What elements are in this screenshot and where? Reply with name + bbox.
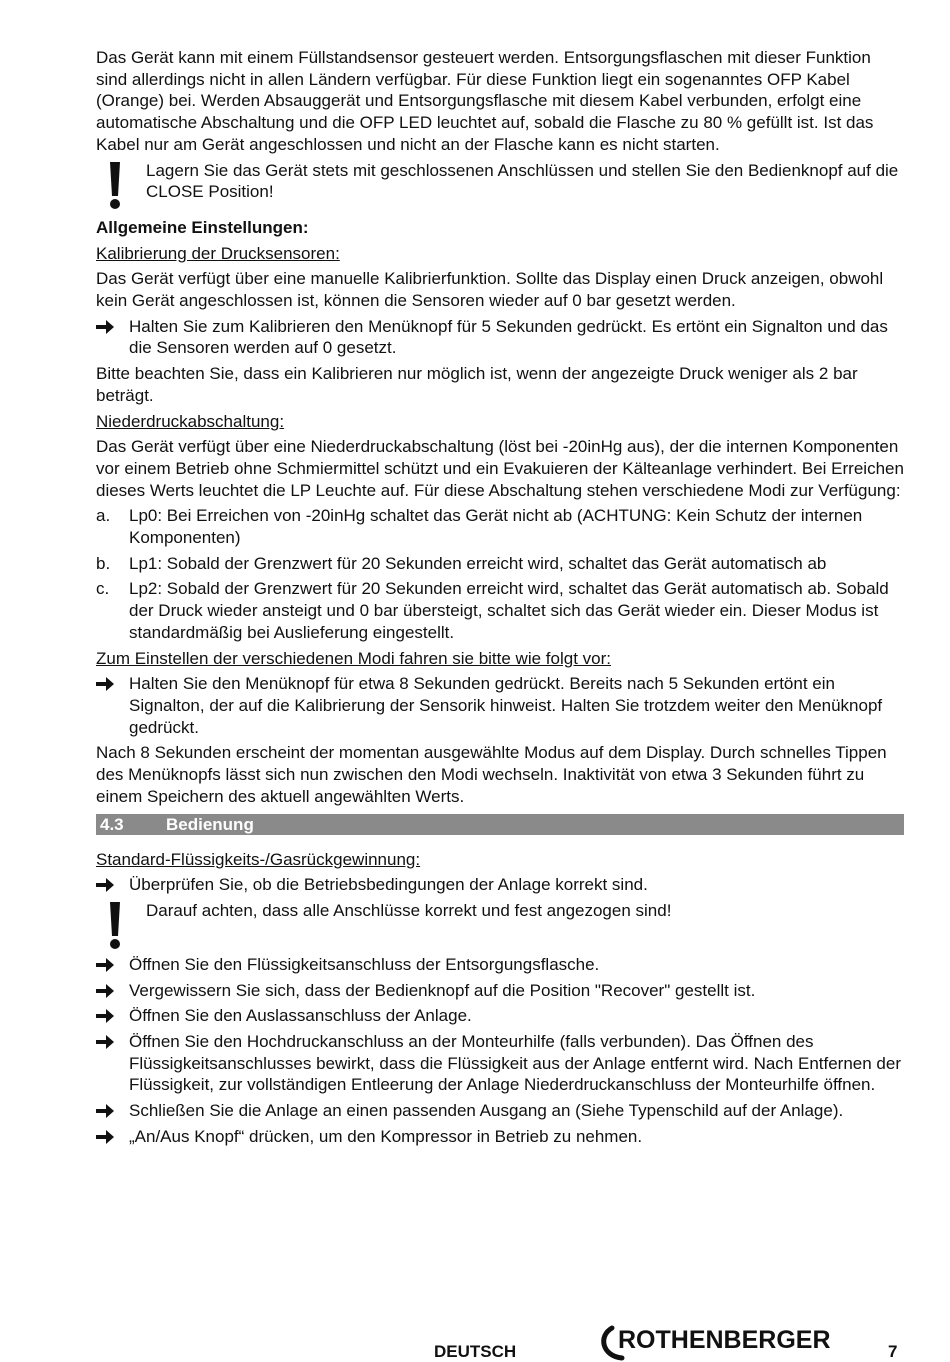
arrow-icon (96, 1100, 129, 1118)
calibration-text: Das Gerät verfügt über eine manuelle Kalibrierfunktion. Sollte das Display einen Druck anzeigen, obwohl kein Gerät angeschlossen ist, können die Sensoren wieder auf 0 bar gesetzt werden. (96, 269, 884, 311)
arrow-icon (96, 1031, 129, 1049)
warning-note (96, 160, 904, 203)
footer-language: DEUTSCH (434, 1342, 517, 1361)
mode-letter: b. (96, 553, 111, 573)
arrow-icon (96, 874, 129, 892)
recovery-step (96, 954, 904, 976)
page-number: 7 (888, 1342, 898, 1361)
step-text: Überprüfen Sie, ob die Betriebsbedingungen der Anlage korrekt sind. (129, 875, 648, 895)
arrow-icon (96, 954, 129, 972)
warning-text: Lagern Sie das Gerät stets mit geschlossenen Anschlüssen und stellen Sie den Bedienknopf auf die CLOSE Position! (146, 160, 899, 202)
mode-item (96, 578, 904, 643)
recovery-step (96, 1005, 904, 1027)
logo-text: ROTHENBERGER (618, 1326, 831, 1354)
recovery-step (96, 1100, 904, 1122)
arrow-icon (96, 1126, 129, 1144)
exclamation-icon (107, 902, 123, 950)
recovery-step (96, 980, 904, 1002)
mode-letter: a. (96, 506, 111, 526)
lp-text: Das Gerät verfügt über eine Niederdruckabschaltung (löst bei -20inHg aus), der die internen Komponenten vor einem Betrieb ohne Schmiermittel schützt und ein Evakuieren der Kälteanlage verhindert. Bei Erreichen dieses Werts leuchtet die LP Leuchte auf. Für diese Abschaltung stehen verschiedene Modi zur Verfügung: (96, 437, 904, 500)
step-text: „An/Aus Knopf“ drücken, um den Kompressor in Betrieb zu nehmen. (129, 1126, 643, 1146)
calibration-note: Bitte beachten Sie, dass ein Kalibrieren nur möglich ist, wenn der angezeigte Druck weniger als 2 bar beträgt. (96, 364, 858, 405)
recovery-step (96, 1031, 904, 1096)
mode-text: Lp1: Sobald der Grenzwert für 20 Sekunden erreicht wird, schaltet das Gerät automatisch ab (129, 553, 827, 573)
arrow-icon (96, 673, 129, 691)
section-header (96, 814, 904, 835)
intro-paragraph: Das Gerät kann mit einem Füllstandsensor gesteuert werden. Entsorgungsflaschen mit dieser Funktion sind allerdings nicht in allen Ländern verfügbar. Für diese Funktion liegt ein sogenanntes OFP Kabel (Orange) bei. Werden Absauggerät und Entsorgungsflasche mit diesem Kabel verbunden, erfolgt eine automatische Abschaltung und die OFP LED leuchtet auf, sobald die Flasche zu 80 % gefüllt ist. Ist das Kabel nur am Gerät angeschlossen und nicht an der Flasche kann es nicht starten. (96, 48, 874, 154)
mode-item (96, 505, 904, 548)
arrow-icon (96, 316, 129, 334)
step-text: Schließen Sie die Anlage an einen passenden Ausgang an (Siehe Typenschild auf der Anlage). (129, 1101, 844, 1121)
modes-heading: Zum Einstellen der verschiedenen Modi fahren sie bitte wie folgt vor: (96, 648, 611, 668)
calibration-heading: Kalibrierung der Drucksensoren: (96, 243, 340, 263)
recovery-step (96, 874, 904, 896)
calibration-step (96, 316, 904, 359)
recovery-heading: Standard-Flüssigkeits-/Gasrückgewinnung: (96, 849, 421, 869)
arrow-icon (96, 980, 129, 998)
modes-step (96, 673, 904, 738)
mode-text: Lp2: Sobald der Grenzwert für 20 Sekunden erreicht wird, schaltet das Gerät automatisch ab. Sobald der Druck wieder ansteigt und 0 bar übersteigt, schaltet sich das Gerät wieder ein. Dieser Modus ist standardmäßig bei Auslieferung eingestellt. (129, 579, 889, 642)
step-text: Halten Sie zum Kalibrieren den Menüknopf für 5 Sekunden gedrückt. Es ertönt ein Signalton und das die Sensoren werden auf 0 gesetzt. (129, 316, 888, 358)
general-heading: Allgemeine Einstellungen: (96, 217, 309, 237)
section-number: 4.3 (100, 814, 124, 834)
step-text: Öffnen Sie den Auslassanschluss der Anlage. (129, 1006, 472, 1026)
recovery-step (96, 1126, 904, 1148)
step-text: Halten Sie den Menüknopf für etwa 8 Sekunden gedrückt. Bereits nach 5 Sekunden ertönt ein Signalton, der auf die Kalibrierung der Sensorik hinweist. Halten Sie trotzdem weiter den Menüknopf gedrückt. (129, 674, 883, 737)
mode-letter: c. (96, 579, 110, 599)
warning-note (96, 900, 904, 950)
step-text: Vergewissern Sie sich, dass der Bedienknopf auf die Position "Recover" gestellt ist. (129, 980, 756, 1000)
section-title: Bedienung (166, 814, 254, 834)
lp-heading: Niederdruckabschaltung: (96, 411, 285, 431)
rothenberger-logo (598, 1322, 850, 1362)
mode-text: Lp0: Bei Erreichen von -20inHg schaltet das Gerät nicht ab (ACHTUNG: Kein Schutz der internen Komponenten) (129, 506, 863, 548)
page-body (96, 47, 904, 1148)
exclamation-icon (107, 162, 123, 210)
step-text: Öffnen Sie den Hochdruckanschluss an der Monteurhilfe (falls verbunden). Das Öffnen des Flüssigkeitsanschlusses bewirkt, dass die Flüssigkeit aus der Anlage entfernt wird. Nach Entfernen der Flüssigkeit, zur vollständigen Entleerung der Anlage Niederdruckanschluss der Monteurhilfe öffnen. (129, 1032, 901, 1095)
mode-item (96, 553, 904, 575)
warning-text: Darauf achten, dass alle Anschlüsse korrekt und fest angezogen sind! (146, 900, 672, 920)
step-text: Öffnen Sie den Flüssigkeitsanschluss der Entsorgungsflasche. (129, 954, 600, 974)
arrow-icon (96, 1005, 129, 1023)
modes-note: Nach 8 Sekunden erscheint der momentan ausgewählte Modus auf dem Display. Durch schnelles Tippen des Menüknopfs lässt sich nun zwischen den Modi wechseln. Inaktivität von etwa 3 Sekunden führt zu einem Speichern des aktuell angewählten Werts. (96, 743, 887, 806)
